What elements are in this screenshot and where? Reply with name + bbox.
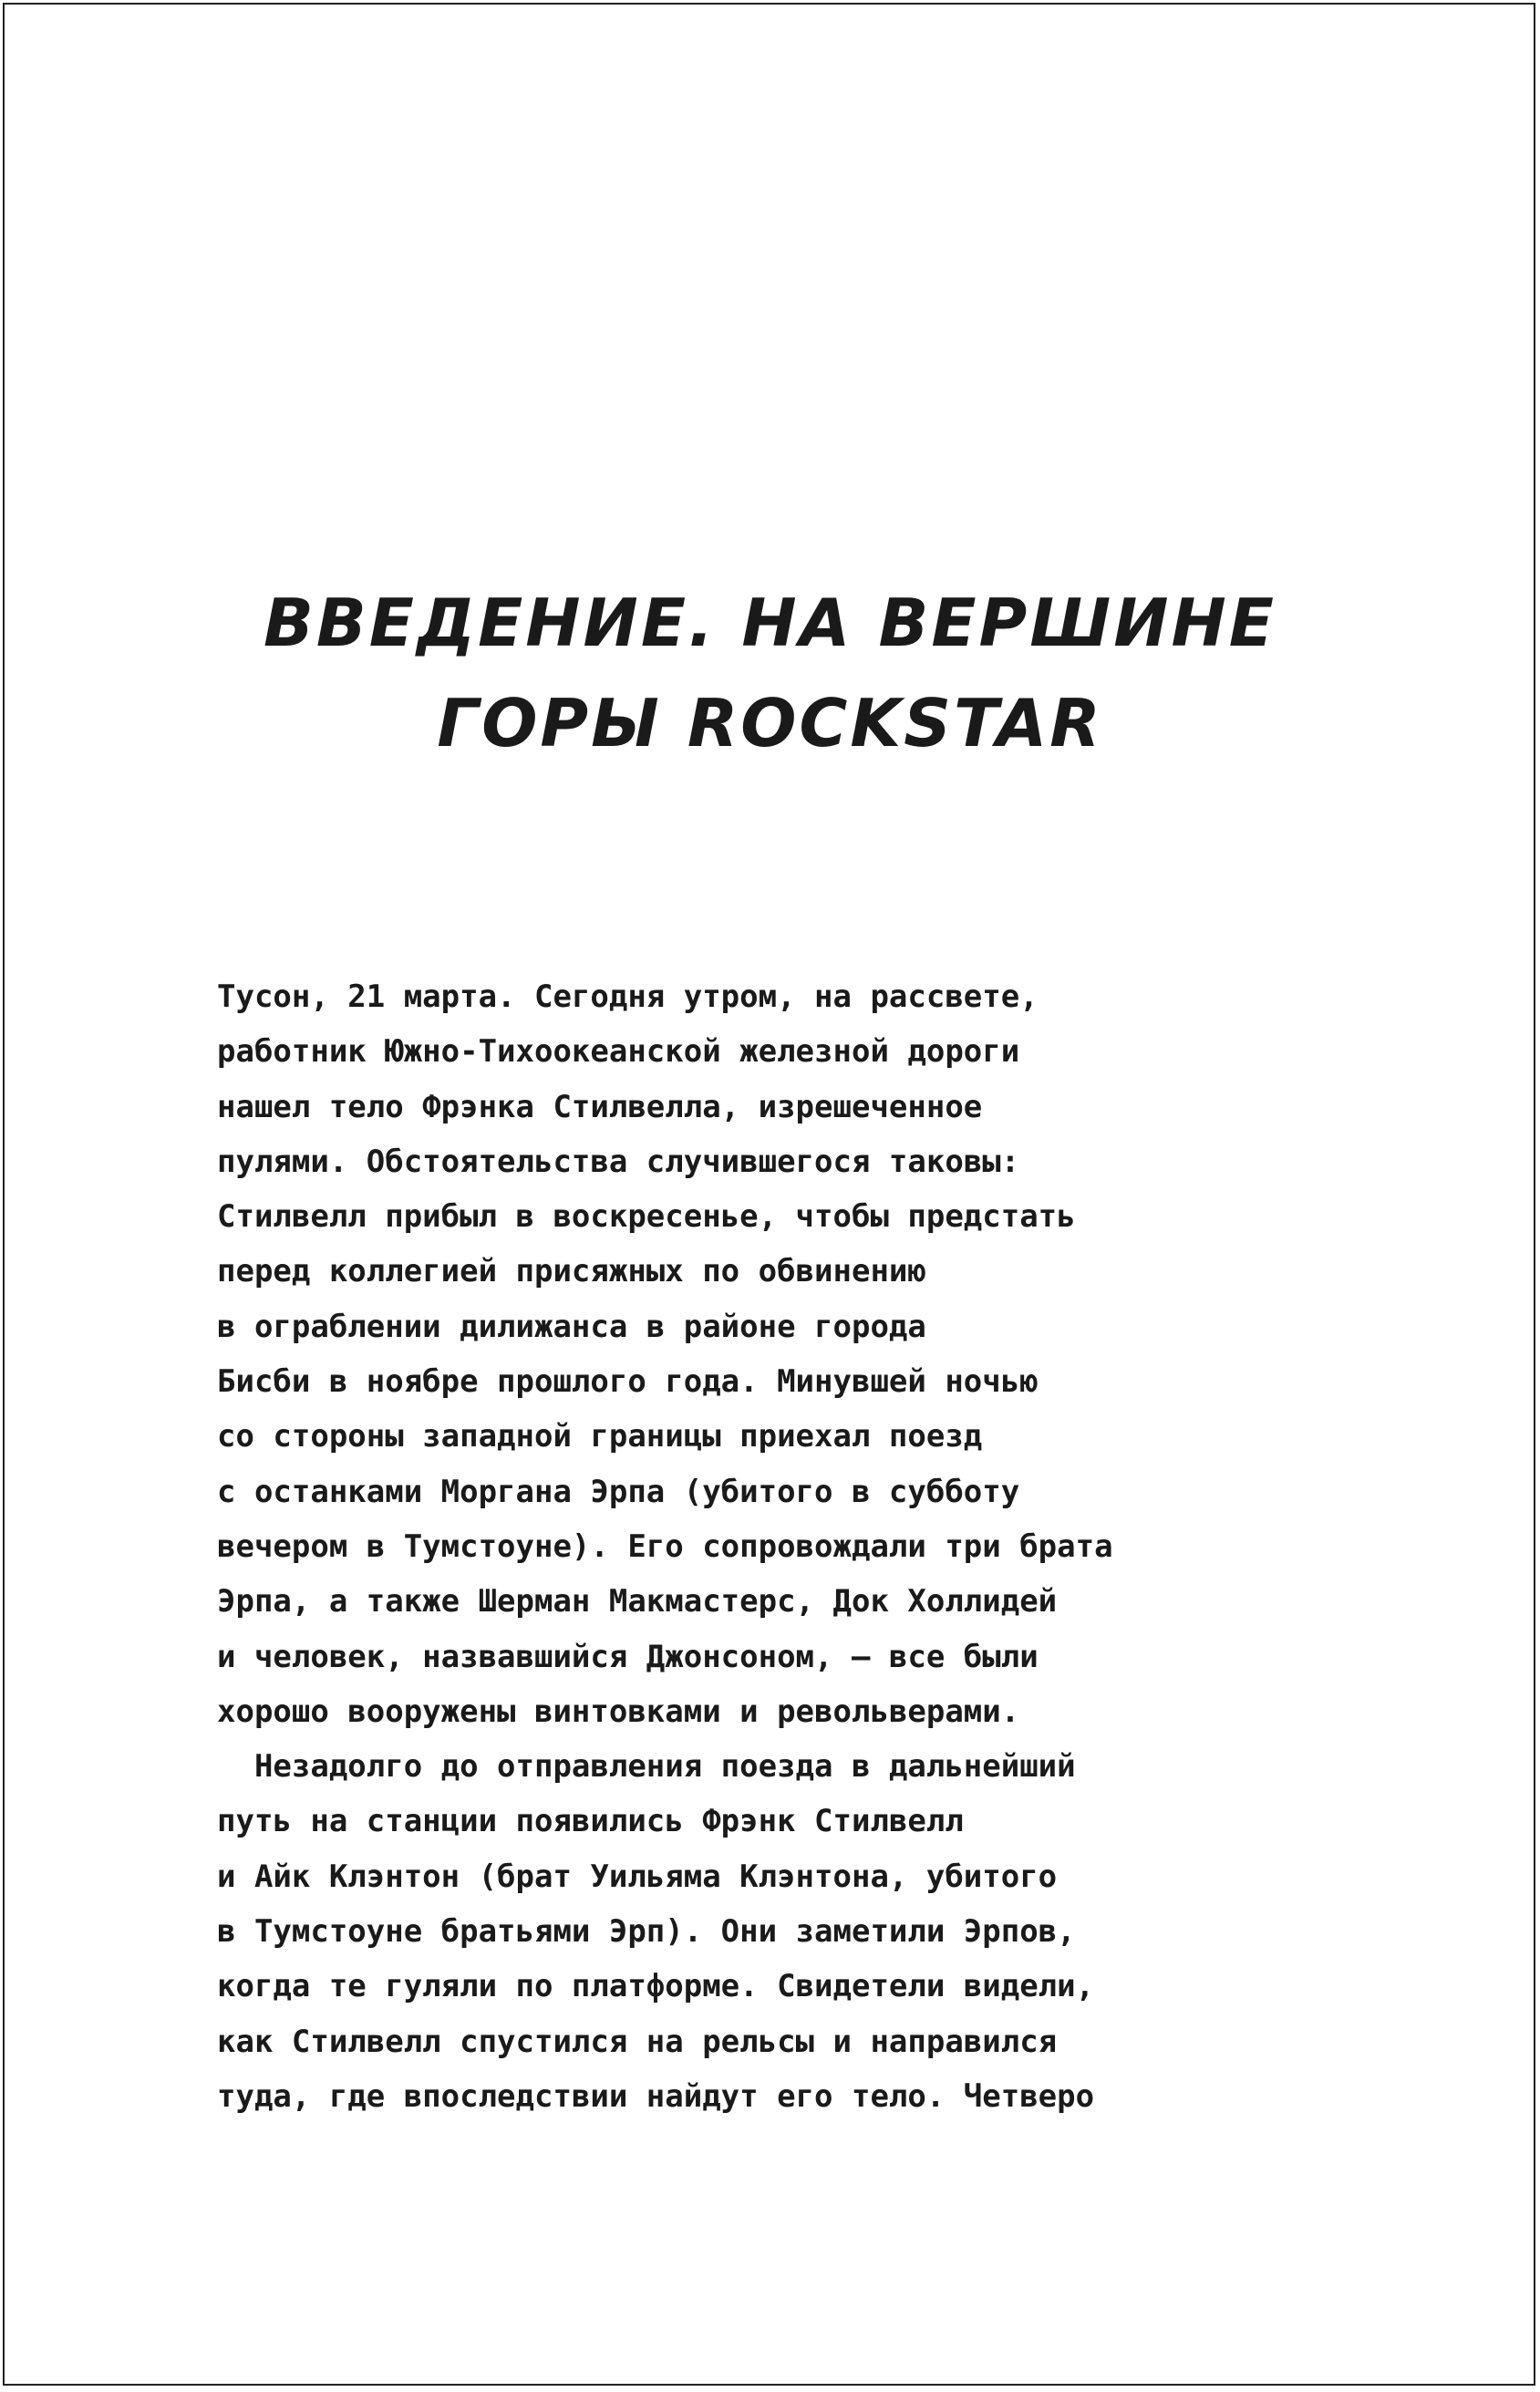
- text-line: перед коллегией присяжных по обвинению: [217, 1253, 926, 1290]
- text-line: пулями. Обстоятельства случившегося таковы:: [217, 1143, 1020, 1180]
- text-line: как Стилвелл спустился на рельсы и направился: [217, 2023, 1058, 2060]
- chapter-title: [0, 573, 1540, 773]
- text-line: вечером в Тумстоуне). Его сопровождали три брата: [217, 1527, 1113, 1565]
- text-line: когда те гуляли по платформе. Свидетели видели,: [217, 1968, 1095, 2005]
- text-line: путь на станции появились Фрэнк Стилвелл: [217, 1803, 964, 1840]
- text-line: туда, где впоследствии найдут его тело. Четверо: [217, 2077, 1095, 2115]
- text-line: нашел тело Фрэнка Стилвелла, изрешеченное: [217, 1088, 983, 1125]
- chapter-title-line-1: ВВЕДЕНИЕ. НА ВЕРШИНЕ: [264, 585, 1276, 661]
- text-line: в Тумстоуне братьями Эрп). Они заметили Эрпов,: [217, 1913, 1076, 1951]
- text-line: Бисби в ноябре прошлого года. Минувшей ночью: [217, 1363, 1039, 1401]
- text-line: и Айк Клэнтон (брат Уильяма Клэнтона, убитого: [217, 1858, 1058, 1895]
- text-line: с останками Моргана Эрпа (убитого в субботу: [217, 1473, 1020, 1510]
- body-paragraphs: [217, 969, 1311, 2124]
- text-line: и человек, назвавшийся Джонсоном, – все были: [217, 1638, 1039, 1675]
- text-line: хорошо вооружены винтовками и револьверами.: [217, 1693, 1020, 1730]
- text-line: Эрпа, а также Шерман Макмастерс, Док Холлидей: [217, 1583, 1058, 1621]
- text-line: Стилвелл прибыл в воскресенье, чтобы предстать: [217, 1198, 1076, 1236]
- text-line: Тусон, 21 марта. Сегодня утром, на рассвете,: [217, 979, 1039, 1015]
- text-line: в ограблении дилижанса в районе города: [217, 1308, 926, 1345]
- chapter-title-line-2: ГОРЫ ROCKSTAR: [437, 685, 1103, 761]
- text-line: работник Южно-Тихоокеанской железной дороги: [217, 1033, 1020, 1071]
- text-line: со стороны западной границы приехал поезд: [217, 1418, 983, 1455]
- text-line: Незадолго до отправления поезда в дальнейший: [217, 1748, 1076, 1786]
